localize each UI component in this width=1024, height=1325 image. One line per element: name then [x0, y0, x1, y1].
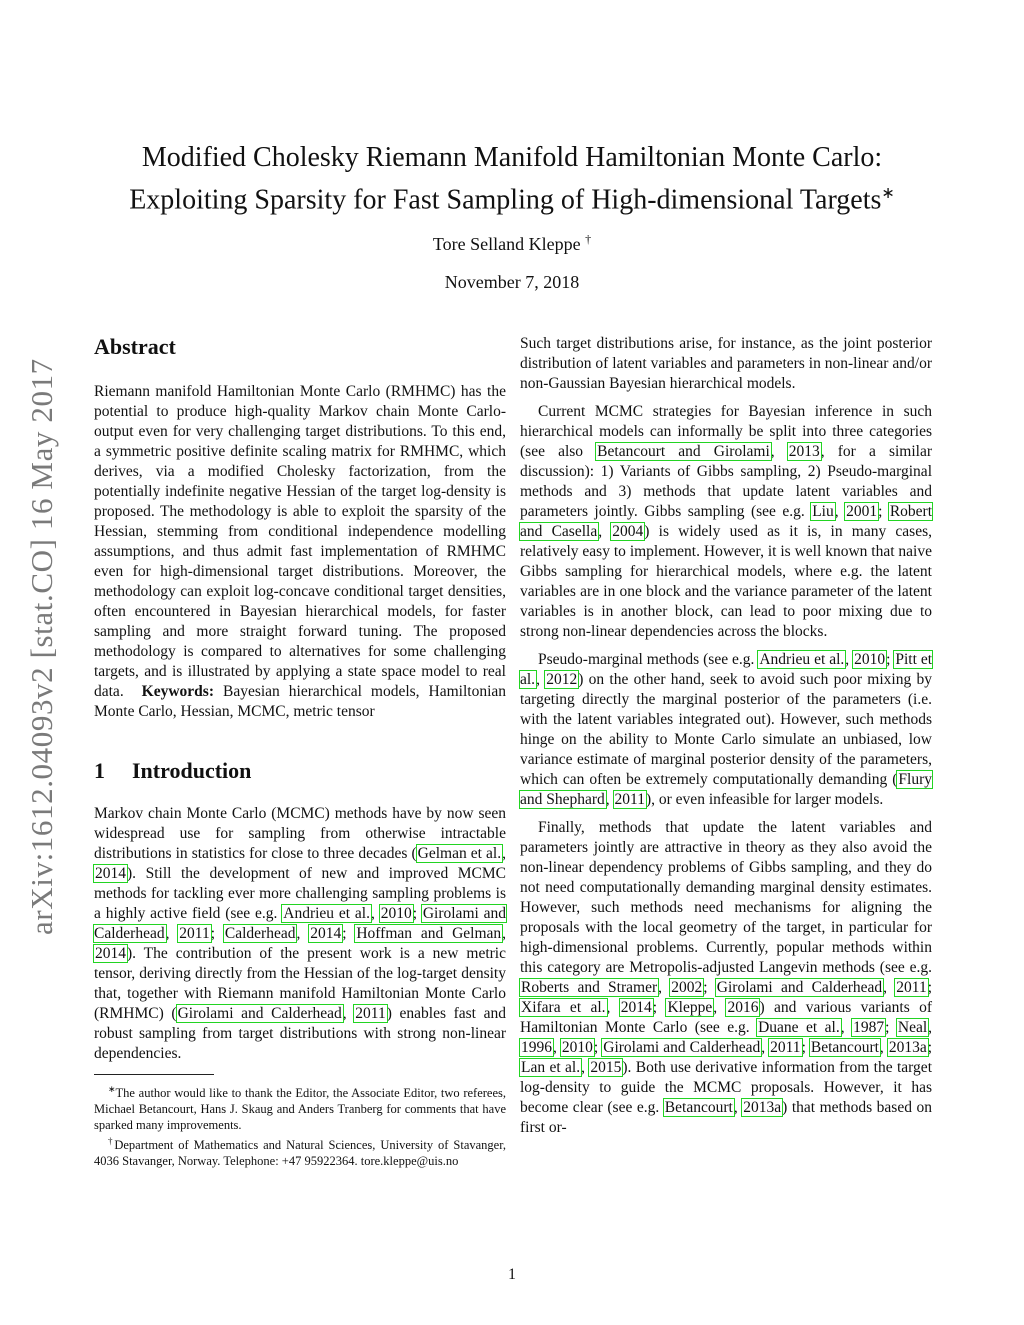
citation-year-link[interactable]: 1996 — [521, 1039, 552, 1056]
citation-separator: , — [536, 671, 546, 688]
keywords-list: Bayesian hierarchical models, Hamiltonian Monte Carlo, Hessian, MCMC, metric tensor — [94, 683, 507, 720]
paragraph-text: Markov chain Monte Carlo (MCMC) methods have by now seen widespread use for sampling from otherwise intractable distributions in statistics for close to three decades ( — [94, 805, 506, 862]
citation-separator: , — [883, 979, 896, 996]
citation-link[interactable]: Gelman et al. — [417, 845, 502, 862]
title-footnote-mark[interactable]: ∗ — [881, 185, 895, 202]
abstract-heading: Abstract — [94, 334, 176, 359]
left-column — [94, 334, 506, 1169]
paragraph-text: ). Still the development of new and improved MCMC methods for tackling ever more challenging sampling problems is a highly active field (see e.g. — [94, 865, 506, 922]
citation-link[interactable]: Girolami and Calderhead — [177, 1005, 342, 1022]
citation-separator: , — [605, 791, 614, 808]
arxiv-identifier-stamp[interactable]: arXiv:1612.04093v2 [stat.CO] 16 May 2017 — [24, 358, 59, 935]
citation-link[interactable]: Duane et al. — [758, 1019, 840, 1036]
citation-year-link[interactable]: 2011 — [770, 1039, 801, 1056]
citation-year-link[interactable]: 2014 — [620, 999, 652, 1016]
citation-year-link[interactable]: 2014 — [95, 945, 126, 962]
citation-separator: , — [581, 1059, 590, 1076]
citation-year-link[interactable]: 2014 — [310, 925, 342, 942]
citation-separator: , — [598, 523, 612, 540]
citation-link[interactable]: Betancourt and Girolami — [597, 443, 770, 460]
citation-link[interactable]: Andrieu et al. — [759, 651, 845, 668]
intro-paragraph-1 — [94, 804, 506, 1064]
right-column — [520, 334, 932, 1146]
paragraph-text: ) enables fast and robust sampling from target distributions with strong non-linear dependencies. — [94, 1005, 507, 1062]
paragraph-text: Current MCMC strategies for Bayesian inference in such hierarchical models can informally be split into three categories (see also — [520, 403, 932, 460]
citation-separator: ; — [652, 999, 667, 1016]
citation-link[interactable]: Betancourt — [810, 1039, 879, 1056]
citation-separator: ; — [703, 979, 716, 996]
title-line-1: Modified Cholesky Riemann Manifold Hamiltonian Monte Carlo: — [141, 142, 883, 173]
citation-separator: , — [502, 845, 506, 862]
paragraph-text: ), or even infeasible for larger models. — [645, 791, 884, 808]
paragraph-text: ) that methods based on first or- — [520, 1099, 932, 1136]
citation-year-link[interactable]: 2010 — [854, 651, 886, 668]
citation-separator: , — [502, 925, 507, 942]
citation-separator: ; — [801, 1039, 810, 1056]
citation-link[interactable]: Hoffman and Gelman — [356, 925, 502, 942]
citation-year-link[interactable]: 2011 — [179, 925, 210, 942]
citation-link[interactable]: Robert and Casella — [520, 503, 933, 540]
paragraph-text: Pseudo-marginal methods (see e.g. — [538, 651, 759, 668]
section-title: Introduction — [132, 758, 252, 783]
citation-link[interactable]: Neal — [897, 1019, 928, 1036]
paper-title — [80, 140, 944, 218]
citation-year-link[interactable]: 2004 — [612, 523, 644, 540]
citation-year-link[interactable]: 2011 — [896, 979, 927, 996]
citation-link[interactable]: Girolami and Calderhead — [716, 979, 883, 996]
citation-separator: ; — [927, 1039, 933, 1056]
footnote-divider — [94, 1074, 214, 1075]
pseudo-marginal-paragraph — [520, 650, 932, 810]
keywords-label: Keywords: — [141, 683, 214, 700]
citation-link[interactable]: Kleppe — [667, 999, 713, 1016]
continued-paragraph: Such target distributions arise, for instance, as the joint posterior distribution of latent variables and parameters in non-linear and/or non-Gaussian Bayesian hierarchical models. — [520, 335, 932, 392]
citation-year-link[interactable]: 2002 — [671, 979, 703, 996]
citation-link[interactable]: Liu — [812, 503, 834, 520]
paragraph-text: ). Both use derivative information from the target log-density to guide the MCMC proposals. However, it has become clear (see e.g. — [520, 1059, 932, 1116]
paragraph-text: ) and various variants of Hamiltonian Monte Carlo (see e.g. — [520, 999, 933, 1036]
citation-link[interactable]: Betancourt — [664, 1099, 733, 1116]
citation-separator: , — [928, 1019, 933, 1036]
citation-year-link[interactable]: 2011 — [355, 1005, 386, 1022]
title-line-2: Exploiting Sparsity for Fast Sampling of High-dimensional Targets — [129, 184, 882, 216]
citation-separator: , — [770, 443, 788, 460]
footnote-acknowledgement — [94, 1081, 506, 1133]
abstract-body — [94, 382, 506, 722]
citation-year-link[interactable]: 2010 — [561, 1039, 593, 1056]
paragraph-text: ) on the other hand, seek to avoid such poor mixing by targeting directly the marginal posterior of the parameters (i.e. with the latent variables integrated out). However, such methods hinge on the ability to Monte Carlo simulate an unbiased, low variance estimate of marginal posterior density of the parameters, which can often be extremely computationally demanding ( — [520, 671, 932, 788]
mcmc-strategies-paragraph — [520, 402, 932, 642]
citation-separator: ; — [878, 503, 889, 520]
citation-separator: ; — [210, 925, 224, 942]
citation-separator: ; — [886, 651, 895, 668]
citation-year-link[interactable]: 2011 — [614, 791, 645, 808]
citation-year-link[interactable]: 2016 — [727, 999, 759, 1016]
paragraph-text: ) is widely used as it is, in many cases, relatively easy to implement. However, it is well known that naive Gibbs sampling for hierarchical models, where e.g. the latent variables are in one block and the variance parameter of the latent variables is in another block, can lead to poor mixing due to strong non-linear dependencies across the blocks. — [520, 523, 932, 640]
citation-link[interactable]: Girolami and Calderhead — [94, 905, 507, 942]
citation-link[interactable]: Xifara et al. — [521, 999, 606, 1016]
footnote-affiliation — [94, 1133, 506, 1169]
citation-year-link[interactable]: 2001 — [846, 503, 878, 520]
citation-year-link[interactable]: 2010 — [380, 905, 412, 922]
page-number: 1 — [508, 1266, 516, 1283]
joint-update-paragraph — [520, 818, 932, 1138]
citation-link[interactable]: Pitt et al. — [520, 651, 933, 688]
citation-link[interactable]: Roberts and Stramer — [521, 979, 658, 996]
paragraph-text: Finally, methods that update the latent variables and parameters jointly are attractive in theory as they also avoid the non-linear dependency problems of Gibbs sampling, and they do not need computationally demanding marginal density estimates. However, such methods need mechanisms for aligning the proposals with the local geometry of the target, in particular for high-dimensional problems. Currently, popular methods within this category are Metropolis-adjusted Langevin methods (see e.g. — [520, 819, 932, 976]
citation-year-link[interactable]: 2013a — [888, 1039, 927, 1056]
citation-separator: , — [553, 1039, 561, 1056]
citation-separator: , — [713, 999, 727, 1016]
footnote-mark: ∗ — [108, 1084, 116, 1094]
citation-separator: , — [370, 905, 380, 922]
author-line — [80, 232, 944, 255]
citation-year-link[interactable]: 2012 — [546, 671, 578, 688]
citation-link[interactable]: Calderhead — [224, 925, 296, 942]
citation-separator: ; — [412, 905, 422, 922]
paragraph-text: ). The contribution of the present work is a new metric tensor, deriving directly from the Hessian of the log-target density that, together with Riemann manifold Hamiltonian Monte Carlo (RMHMC) ( — [94, 945, 506, 1022]
publication-date: November 7, 2018 — [444, 272, 580, 292]
citation-separator: , — [879, 1039, 888, 1056]
paragraph-text: , for a similar discussion): 1) Variants of Gibbs sampling, 2) Pseudo-marginal methods and 3) methods that update latent variables and parameters jointly. Gibbs sampling (see e.g. — [520, 443, 933, 520]
citation-year-link[interactable]: 2015 — [590, 1059, 622, 1076]
abstract-text: Riemann manifold Hamiltonian Monte Carlo (RMHMC) has the potential to produce high-quality Markov chain Monte Carlo-output even for very challenging target distributions. To this end, a symmetric positive definite scaling matrix for RMHMC, which derives, via a modified Cholesky factorization, from the potentially indefinite negative Hessian of the target log-density is proposed. The methodology is able to exploit the sparsity of the Hessian, stemming from conditional independence modelling assumptions, and thus admit fast implementation of RMHMC even for high-dimensional target distributions. Moreover, the methodology can exploit log-concave conditional target densities, often encountered in Bayesian hierarchical models, for faster sampling and more straight forward tuning. The proposed methodology is compared to alternatives for some challenging targets, and is illustrated by applying a state space model to real data. — [94, 383, 506, 700]
citation-separator: , — [165, 925, 179, 942]
citation-year-link[interactable]: 2013 — [788, 443, 820, 460]
citation-separator: , — [296, 925, 310, 942]
citation-separator: , — [845, 651, 854, 668]
citation-separator: , — [606, 999, 620, 1016]
citation-separator: ; — [342, 925, 356, 942]
citation-separator: , — [733, 1099, 743, 1116]
citation-year-link[interactable]: 2013a — [743, 1099, 782, 1116]
citation-link[interactable]: Flury and Shephard — [520, 771, 932, 808]
citation-separator: ; — [927, 979, 933, 996]
footnote-text: Department of Mathematics and Natural Sciences, University of Stavanger, 4036 Stavanger, Norway. Telephone: +47 95922364. tore.kleppe@uis.no — [94, 1138, 507, 1169]
citation-separator: , — [342, 1005, 355, 1022]
citation-separator: ; — [885, 1019, 897, 1036]
footnote-mark: † — [108, 1136, 115, 1147]
author-name: Tore Selland Kleppe — [432, 234, 581, 254]
section-number: 1 — [94, 758, 105, 783]
author-footnote-mark[interactable]: † — [585, 232, 592, 246]
citation-separator: , — [658, 979, 671, 996]
citation-separator: , — [840, 1019, 853, 1036]
footnote-text: The author would like to thank the Editor, the Associate Editor, two referees, Michael Betancourt, Hans J. Skaug and Anders Tranberg for comments that have sparked many improvements. — [94, 1086, 506, 1133]
section-heading-introduction — [94, 758, 506, 784]
citation-year-link[interactable]: 2014 — [95, 865, 126, 882]
citation-separator: , — [761, 1039, 770, 1056]
citation-link[interactable]: Girolami and Calderhead — [603, 1039, 761, 1056]
citation-link[interactable]: Andrieu et al. — [283, 905, 370, 922]
citation-link[interactable]: Lan et al. — [521, 1059, 581, 1076]
citation-separator: ; — [593, 1039, 603, 1056]
citation-separator: , — [834, 503, 846, 520]
citation-year-link[interactable]: 1987 — [853, 1019, 885, 1036]
